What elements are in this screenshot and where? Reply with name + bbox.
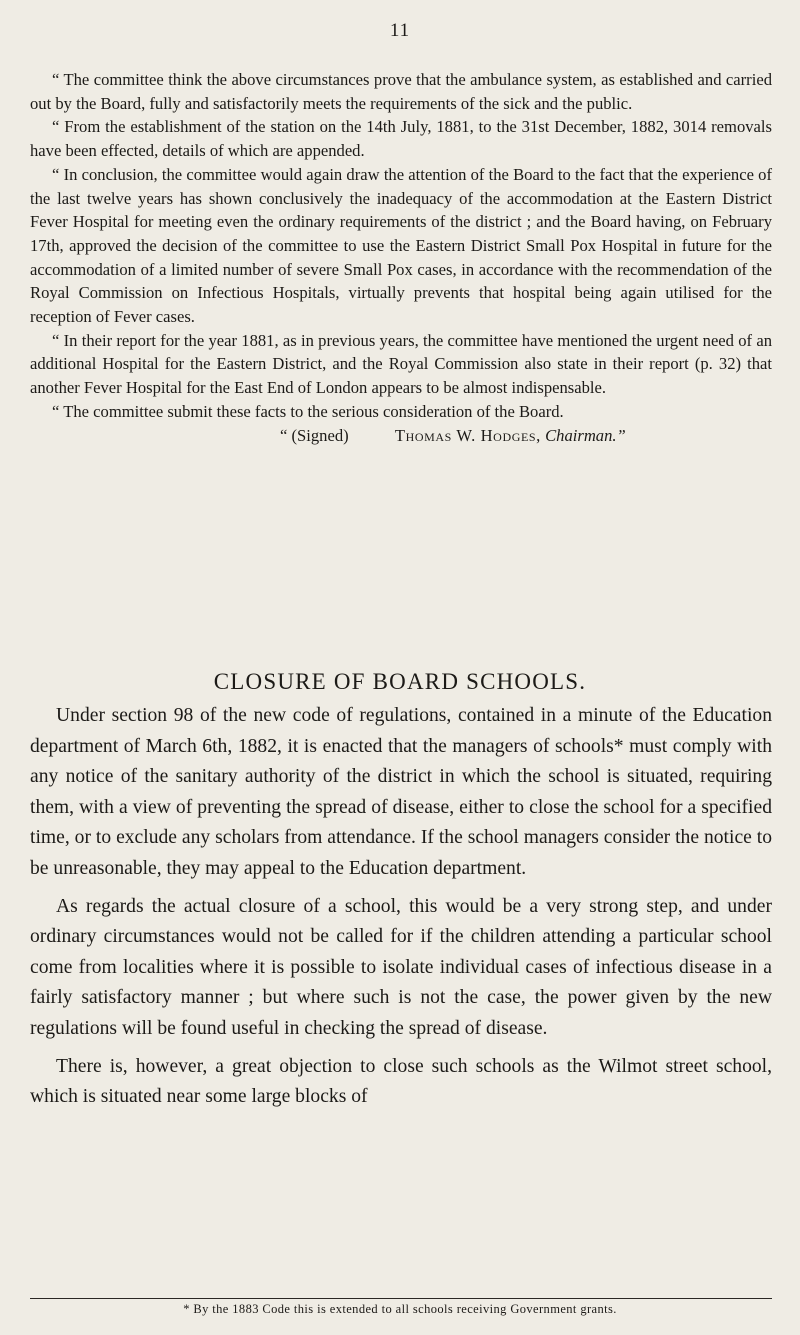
quote-paragraph: “ The committee think the above circumstances prove that the ambulance system, as established and carried out by the Board, fully and satisfactorily meets the requirements of the sick and the public.	[30, 70, 772, 113]
body-paragraph: Under section 98 of the new code of regulations, contained in a minute of the Education department of March 6th, 1882, it is enacted that the managers of schools* must comply with any notice of the sanitary authority of the district in which the school is situated, requiring them, with a view of preventing the spread of disease, either to close the school for a specified time, or to exclude any scholars from attendance. If the school managers consider the notice to be unreasonable, they may appeal to the Education department.	[30, 705, 772, 879]
signatory-name: Thomas W. Hodges,	[394, 425, 541, 445]
quote-paragraph: “ In their report for the year 1881, as in previous years, the committee have mentioned the urgent need of an additional Hospital for the Eastern District, and the Royal Commission also state in their report (p. 32) that another Fever Hospital for the East End of London appears to be almost indispensable.	[30, 330, 772, 398]
quote-paragraph: “ The committee submit these facts to the serious consideration of the Board.	[52, 401, 564, 421]
committee-report-quote	[30, 68, 772, 448]
quote-paragraph: “ In conclusion, the committee would again draw the attention of the Board to the fact that the experience of the last twelve years has shown conclusively the inadequacy of the accommodation at the Eastern District Fever Hospital for meeting even the ordinary requirements of the district ; and the Board having, on February 17th, approved the decision of the committee to use the Eastern District Small Pox Hospital in future for the accommodation of a limited number of severe Small Pox cases, in accordance with the recommendation of the Royal Commission on Infectious Hospitals, virtually prevents that hospital being again utilised for the reception of Fever cases.	[30, 164, 772, 327]
signatory-title: Chairman.”	[545, 425, 626, 445]
body-paragraph: There is, however, a great objection to close such schools as the Wilmot street school, which is situated near some large blocks of	[30, 1055, 772, 1108]
page-number: 11	[389, 20, 411, 41]
footnote: * By the 1883 Code this is extended to all schools receiving Government grants.	[183, 1302, 617, 1316]
footnote-divider	[30, 1298, 772, 1299]
quote-paragraph: “ From the establishment of the station on the 14th July, 1881, to the 31st December, 1882, 3014 removals have been effected, details of which are appended.	[30, 117, 772, 161]
signature-line	[30, 424, 772, 448]
signed-label: “ (Signed)	[280, 425, 349, 445]
section-body	[30, 701, 772, 1120]
section-heading: CLOSURE OF BOARD SCHOOLS.	[213, 669, 587, 694]
body-paragraph: As regards the actual closure of a school, this would be a very strong step, and under ordinary circumstances would not be called for if the children attending a particular school come from localities where it is possible to isolate individual cases of infectious disease in a fairly satisfactory manner ; but where such is not the case, the power given by the new regulations will be found useful in checking the spread of disease.	[30, 895, 772, 1039]
